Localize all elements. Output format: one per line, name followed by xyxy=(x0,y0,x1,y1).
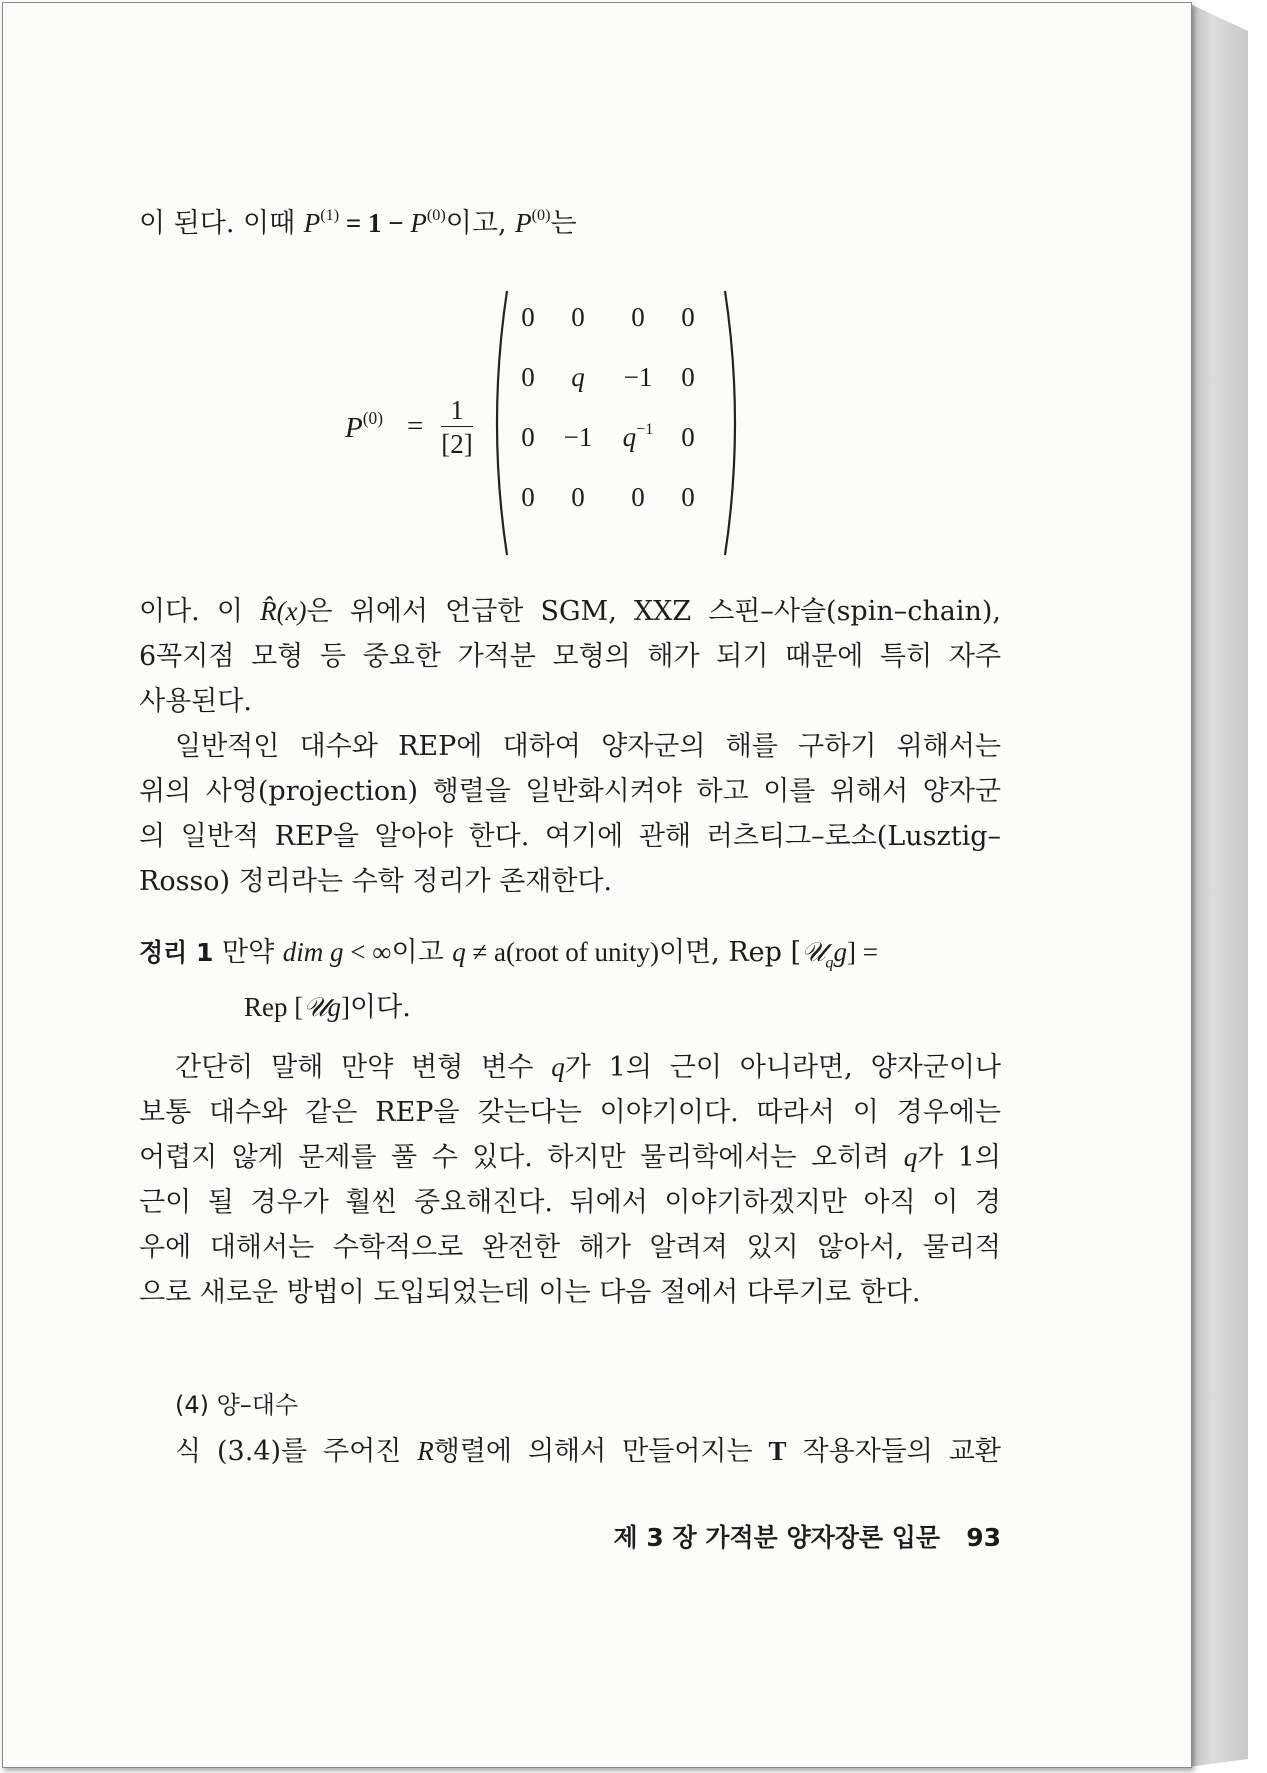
math-sup: (1) xyxy=(320,205,340,224)
matrix-cell: 0 xyxy=(631,302,645,332)
math-p: P xyxy=(410,208,427,238)
text-line: 일반적인 대수와 REP에 대하여 양자군의 해를 구하기 위해서는 xyxy=(175,731,1001,762)
text: 는 xyxy=(550,208,577,239)
math-q: q xyxy=(551,1052,565,1082)
text: 이고, xyxy=(445,208,516,239)
math-ug: 𝒰g xyxy=(303,992,342,1023)
text-line: 으로 새로운 방법이 도입되었는데 이는 다음 절에서 다루기로 한다. xyxy=(139,1277,921,1308)
matrix-cell: q xyxy=(571,362,585,392)
equation-lhs xyxy=(345,407,383,445)
text-line: Rosso) 정리라는 수학 정리가 존재한다. xyxy=(139,866,613,897)
text: 작용자들의 교환 xyxy=(786,1436,1001,1467)
text: Rep [ xyxy=(244,992,304,1023)
running-footer xyxy=(603,1518,1001,1554)
math-q: q xyxy=(903,1142,918,1172)
projection-matrix-equation xyxy=(333,288,763,573)
math-sub: q xyxy=(825,953,834,972)
text: 이면, Rep [ xyxy=(659,937,802,968)
math-r: R xyxy=(417,1436,434,1466)
matrix-cell: 0 xyxy=(571,302,585,332)
text: 가 1의 근이 아니라면, 양자군이나 xyxy=(564,1052,1001,1083)
math-u: 𝒰 xyxy=(801,937,826,967)
paragraph xyxy=(139,1429,1001,1474)
book-page xyxy=(2,2,1192,1768)
math-op: ≠ a(root of unity) xyxy=(465,937,660,967)
text-line: 의 일반적 REP을 알아야 한다. 여기에 관해 러츠티그–로소(Lusztig– xyxy=(139,821,1001,852)
matrix-cell: 0 xyxy=(681,422,695,452)
text-line: 6꼭지점 모형 등 중요한 가적분 모형의 해가 되기 때문에 특히 자주 xyxy=(139,641,1001,672)
math-p: P xyxy=(515,208,532,238)
matrix-cell: 0 xyxy=(571,482,585,512)
text: 은 위에서 언급한 SGM, XXZ 스핀–사슬(spin–chain), xyxy=(306,596,1001,627)
right-parenthesis xyxy=(721,288,747,558)
chapter-title: 제 3 장 가적분 양자장론 입문 xyxy=(613,1523,941,1552)
math-sup: (0) xyxy=(531,205,551,224)
text-line xyxy=(139,1135,1001,1180)
math-sup: (0) xyxy=(362,407,383,428)
math-q: q xyxy=(452,937,466,967)
text: 가 1의 xyxy=(917,1142,1001,1173)
section-heading xyxy=(139,1383,1001,1428)
text-line: 사용된다. xyxy=(139,686,252,717)
page-number: 93 xyxy=(966,1523,1001,1552)
text: 어렵지 않게 문제를 풀 수 있다. 하지만 물리학에서는 오히려 xyxy=(139,1142,904,1173)
math-q: q xyxy=(622,422,637,452)
matrix-cell: 0 xyxy=(521,422,535,452)
math-r-hat: R̂(x) xyxy=(260,596,307,626)
text: 이다. xyxy=(350,992,411,1024)
text-line xyxy=(139,1045,1001,1090)
matrix-cell: 0 xyxy=(681,362,695,392)
theorem xyxy=(139,930,1001,1030)
paragraph xyxy=(139,589,1001,724)
math-t: T xyxy=(768,1436,787,1466)
math-op: ] = xyxy=(846,937,878,967)
intro-line xyxy=(139,201,1001,246)
text: 이 된다. 이때 xyxy=(139,208,304,239)
math-op: < ∞ xyxy=(343,937,392,967)
text: 만약 xyxy=(213,937,283,968)
matrix-cell: 0 xyxy=(521,302,535,332)
matrix-cell: 0 xyxy=(521,362,535,392)
fraction-numerator: 1 xyxy=(441,394,473,427)
matrix-cell: 0 xyxy=(681,482,695,512)
paragraph xyxy=(139,1045,1001,1315)
text-line: 보통 대수와 같은 REP을 갖는다는 이야기이다. 따라서 이 경우에는 xyxy=(139,1097,1001,1128)
math-dim: dim g xyxy=(282,937,344,967)
text: 간단히 말해 만약 변형 변수 xyxy=(175,1052,552,1083)
matrix-cell: 0 xyxy=(631,482,645,512)
theorem-title: 정리 1 xyxy=(139,938,214,967)
matrix-cell: −1 xyxy=(563,422,593,452)
text: 행렬에 의해서 만들어지는 xyxy=(433,1436,769,1467)
text: 식 (3.4)를 주어진 xyxy=(175,1436,418,1467)
matrix-cell: 0 xyxy=(681,302,695,332)
paragraph xyxy=(139,724,1001,904)
text: 이고 xyxy=(391,937,453,968)
text-line: 근이 될 경우가 훨씬 중요해진다. 뒤에서 이야기하겠지만 아직 이 경 xyxy=(139,1187,1001,1218)
book-edge xyxy=(1188,3,1248,1767)
theorem-line xyxy=(139,985,1001,1030)
math-p: P xyxy=(345,412,363,444)
text-line: 위의 사영(projection) 행렬을 일반화시켜야 하고 이를 위해서 양자군 xyxy=(139,776,1001,807)
fraction xyxy=(441,394,473,461)
theorem-line xyxy=(139,930,1001,985)
fraction-denominator: [2] xyxy=(441,429,473,459)
math-p: P xyxy=(303,208,321,238)
text-line: 우에 대해서는 수학적으로 완전한 해가 알려져 있지 않아서, 물리적 xyxy=(139,1232,1001,1263)
math-g: g xyxy=(833,937,847,967)
section-title: (4) 양–대수 xyxy=(175,1391,299,1419)
matrix-cell: 0 xyxy=(521,482,535,512)
math-op: = 1 − xyxy=(339,208,411,238)
text: 이다. 이 xyxy=(139,596,261,627)
text: ] xyxy=(341,992,351,1023)
math-sup: −1 xyxy=(636,419,654,438)
matrix-cell: −1 xyxy=(623,362,653,392)
equals-sign: = xyxy=(407,410,424,442)
text-line xyxy=(139,589,1001,634)
text-line xyxy=(139,1429,1001,1474)
math-sup: (0) xyxy=(426,205,446,224)
